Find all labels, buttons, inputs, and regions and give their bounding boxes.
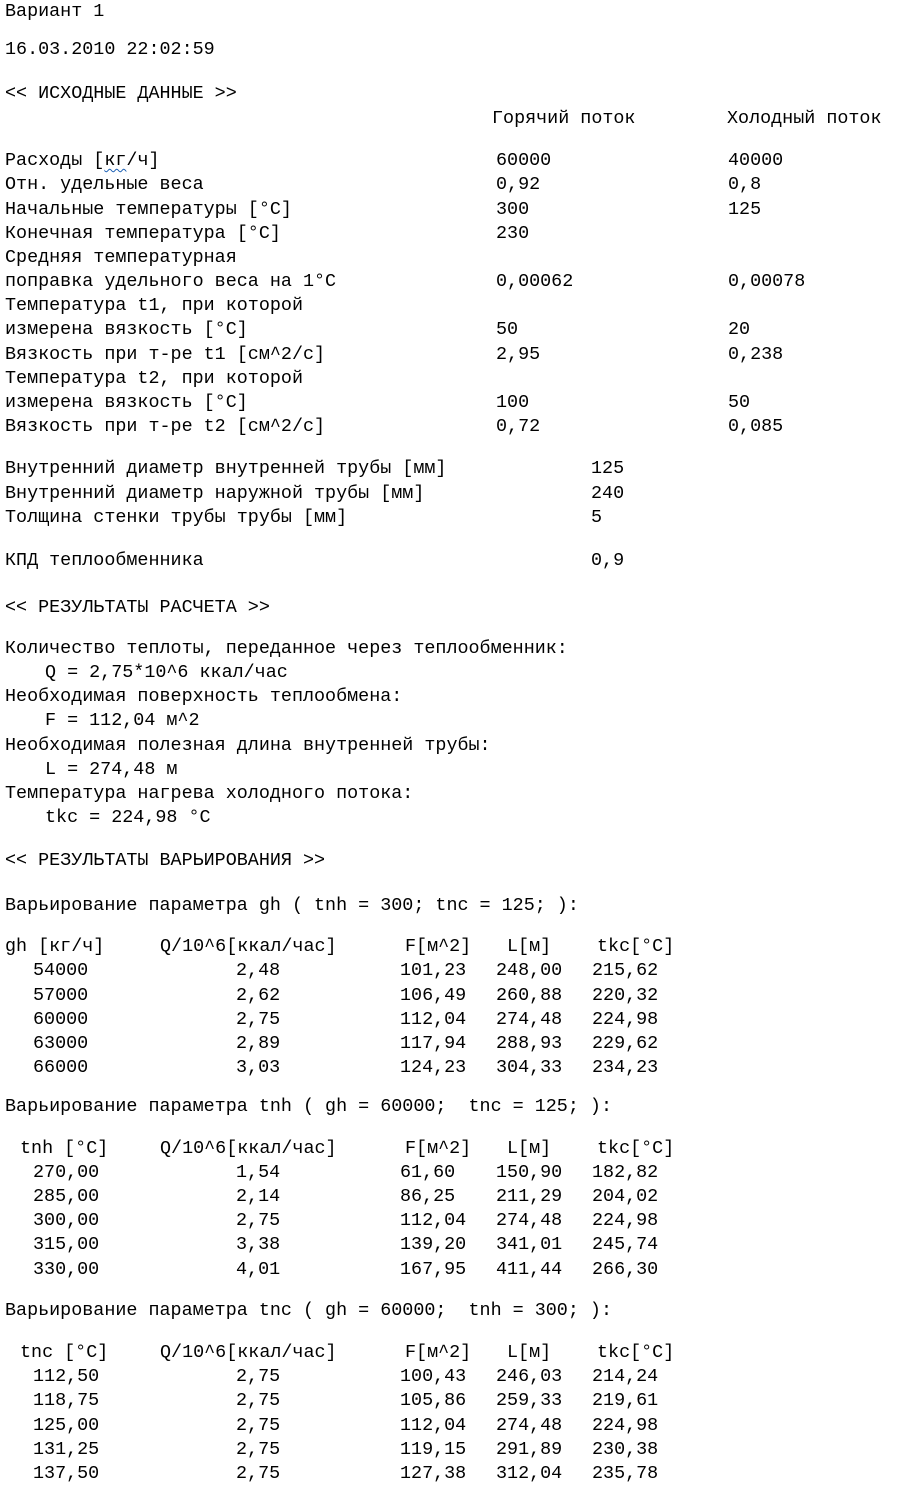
table-cell: 57000 bbox=[33, 985, 89, 1006]
efficiency-value: 0,9 bbox=[591, 550, 625, 571]
table-cell: 54000 bbox=[33, 960, 89, 981]
table-cell: 100,43 bbox=[400, 1366, 467, 1387]
table-cell: 291,89 bbox=[496, 1439, 563, 1460]
table-cell: 86,25 bbox=[400, 1186, 456, 1207]
table-cell: 167,95 bbox=[400, 1259, 467, 1280]
table-header-cell: gh [кг/ч] bbox=[5, 936, 105, 957]
table-header-cell: L[м] bbox=[507, 1138, 552, 1159]
results-section-title: << РЕЗУЛЬТАТЫ РАСЧЕТА >> bbox=[5, 597, 270, 618]
table-cell: 127,38 bbox=[400, 1463, 467, 1484]
viscosity2-label: Вязкость при т-ре t2 [см^2/с] bbox=[5, 416, 326, 437]
table-cell: 2,75 bbox=[236, 1415, 281, 1436]
viscosity2-cold: 0,085 bbox=[728, 416, 784, 437]
wall-thickness-value: 5 bbox=[591, 507, 603, 528]
table-cell: 118,75 bbox=[33, 1390, 100, 1411]
table-cell: 2,75 bbox=[236, 1463, 281, 1484]
table-header-cell: L[м] bbox=[507, 936, 552, 957]
table-cell: 274,48 bbox=[496, 1415, 563, 1436]
table-cell: 260,88 bbox=[496, 985, 563, 1006]
t1-hot: 50 bbox=[496, 319, 519, 340]
table-cell: 60000 bbox=[33, 1009, 89, 1030]
flow-rate-label: Расходы [кг/ч] bbox=[5, 150, 160, 171]
table-cell: 224,98 bbox=[592, 1210, 659, 1231]
efficiency-label: КПД теплообменника bbox=[5, 550, 204, 571]
t2-hot: 100 bbox=[496, 392, 530, 413]
table-cell: 248,00 bbox=[496, 960, 563, 981]
table-cell: 285,00 bbox=[33, 1186, 100, 1207]
surface-label: Необходимая поверхность теплообмена: bbox=[5, 686, 403, 707]
report-datetime: 16.03.2010 22:02:59 bbox=[5, 39, 215, 60]
table-header-cell: L[м] bbox=[507, 1342, 552, 1363]
table-cell: 2,75 bbox=[236, 1009, 281, 1030]
table-cell: 2,89 bbox=[236, 1033, 281, 1054]
table-cell: 230,38 bbox=[592, 1439, 659, 1460]
table-cell: 101,23 bbox=[400, 960, 467, 981]
heat-quantity-value: Q = 2,75*10^6 ккал/час bbox=[45, 662, 288, 683]
table-cell: 234,23 bbox=[592, 1057, 659, 1078]
heat-quantity-label: Количество теплоты, переданное через теплообменник: bbox=[5, 638, 568, 659]
table-cell: 150,90 bbox=[496, 1162, 563, 1183]
viscosity1-label: Вязкость при т-ре t1 [см^2/с] bbox=[5, 344, 326, 365]
variation-section-title: << РЕЗУЛЬТАТЫ ВАРЬИРОВАНИЯ >> bbox=[5, 850, 326, 871]
table-cell: 63000 bbox=[33, 1033, 89, 1054]
table-cell: 112,04 bbox=[400, 1210, 467, 1231]
table-cell: 220,32 bbox=[592, 985, 659, 1006]
table-cell: 2,62 bbox=[236, 985, 281, 1006]
table-cell: 2,14 bbox=[236, 1186, 281, 1207]
variation-tnh-title: Варьирование параметра tnh ( gh = 60000; tnc = 125; ): bbox=[5, 1096, 612, 1117]
table-cell: 235,78 bbox=[592, 1463, 659, 1484]
flow-rate-cold: 40000 bbox=[728, 150, 784, 171]
table-cell: 1,54 bbox=[236, 1162, 281, 1183]
start-temp-hot: 300 bbox=[496, 199, 530, 220]
outer-diameter-label: Внутренний диаметр наружной трубы [мм] bbox=[5, 483, 425, 504]
table-cell: 2,48 bbox=[236, 960, 281, 981]
table-cell: 229,62 bbox=[592, 1033, 659, 1054]
table-cell: 219,61 bbox=[592, 1390, 659, 1411]
table-cell: 2,75 bbox=[236, 1439, 281, 1460]
table-cell: 304,33 bbox=[496, 1057, 563, 1078]
table-cell: 274,48 bbox=[496, 1210, 563, 1231]
table-cell: 3,03 bbox=[236, 1057, 281, 1078]
table-header-cell: F[м^2] bbox=[405, 936, 472, 957]
viscosity2-hot: 0,72 bbox=[496, 416, 541, 437]
table-cell: 2,75 bbox=[236, 1210, 281, 1231]
table-cell: 2,75 bbox=[236, 1366, 281, 1387]
table-cell: 259,33 bbox=[496, 1390, 563, 1411]
inner-diameter-label: Внутренний диаметр внутренней трубы [мм] bbox=[5, 458, 447, 479]
table-header-cell: tnc [°C] bbox=[20, 1342, 109, 1363]
viscosity1-hot: 2,95 bbox=[496, 344, 541, 365]
table-cell: 61,60 bbox=[400, 1162, 456, 1183]
table-cell: 300,00 bbox=[33, 1210, 100, 1231]
table-cell: 245,74 bbox=[592, 1234, 659, 1255]
t2-label-1: Температура t2, при которой bbox=[5, 368, 303, 389]
table-cell: 131,25 bbox=[33, 1439, 100, 1460]
table-header-cell: tnh [°C] bbox=[20, 1138, 109, 1159]
t2-cold: 50 bbox=[728, 392, 751, 413]
variation-tnc-title: Варьирование параметра tnc ( gh = 60000; tnh = 300; ): bbox=[5, 1300, 612, 1321]
start-temp-cold: 125 bbox=[728, 199, 762, 220]
t1-label-1: Температура t1, при которой bbox=[5, 295, 303, 316]
table-cell: 106,49 bbox=[400, 985, 467, 1006]
table-header-cell: Q/10^6[ккал/час] bbox=[160, 1138, 337, 1159]
table-cell: 246,03 bbox=[496, 1366, 563, 1387]
table-header-cell: tkc[°C] bbox=[597, 1138, 675, 1159]
table-cell: 288,93 bbox=[496, 1033, 563, 1054]
start-temp-label: Начальные температуры [°C] bbox=[5, 199, 292, 220]
length-value: L = 274,48 м bbox=[45, 759, 178, 780]
t1-label-2: измерена вязкость [°C] bbox=[5, 319, 248, 340]
viscosity1-cold: 0,238 bbox=[728, 344, 784, 365]
table-cell: 211,29 bbox=[496, 1186, 563, 1207]
hot-flow-header: Горячий поток bbox=[492, 108, 636, 129]
table-cell: 315,00 bbox=[33, 1234, 100, 1255]
density-correction-hot: 0,00062 bbox=[496, 271, 574, 292]
table-cell: 66000 bbox=[33, 1057, 89, 1078]
table-cell: 341,01 bbox=[496, 1234, 563, 1255]
table-cell: 224,98 bbox=[592, 1009, 659, 1030]
table-cell: 125,00 bbox=[33, 1415, 100, 1436]
cold-flow-header: Холодный поток bbox=[727, 108, 882, 129]
table-cell: 270,00 bbox=[33, 1162, 100, 1183]
table-header-cell: Q/10^6[ккал/час] bbox=[160, 1342, 337, 1363]
length-label: Необходимая полезная длина внутренней трубы: bbox=[5, 735, 491, 756]
table-cell: 2,75 bbox=[236, 1390, 281, 1411]
end-temp-label: Конечная температура [°C] bbox=[5, 223, 281, 244]
table-header-cell: tkc[°C] bbox=[597, 936, 675, 957]
table-cell: 119,15 bbox=[400, 1439, 467, 1460]
cold-heat-temp-value: tkc = 224,98 °C bbox=[45, 807, 211, 828]
table-cell: 139,20 bbox=[400, 1234, 467, 1255]
table-cell: 4,01 bbox=[236, 1259, 281, 1280]
input-section-title: << ИСХОДНЫЕ ДАННЫЕ >> bbox=[5, 83, 237, 104]
table-cell: 112,04 bbox=[400, 1009, 467, 1030]
t2-label-2: измерена вязкость [°C] bbox=[5, 392, 248, 413]
table-cell: 214,24 bbox=[592, 1366, 659, 1387]
inner-diameter-value: 125 bbox=[591, 458, 625, 479]
end-temp-hot: 230 bbox=[496, 223, 530, 244]
table-cell: 204,02 bbox=[592, 1186, 659, 1207]
table-header-cell: F[м^2] bbox=[405, 1342, 472, 1363]
table-cell: 411,44 bbox=[496, 1259, 563, 1280]
table-cell: 112,50 bbox=[33, 1366, 100, 1387]
table-header-cell: F[м^2] bbox=[405, 1138, 472, 1159]
t1-cold: 20 bbox=[728, 319, 751, 340]
table-cell: 3,38 bbox=[236, 1234, 281, 1255]
table-cell: 224,98 bbox=[592, 1415, 659, 1436]
table-cell: 312,04 bbox=[496, 1463, 563, 1484]
variant-title: Вариант 1 bbox=[5, 1, 105, 22]
cold-heat-temp-label: Температура нагрева холодного потока: bbox=[5, 783, 414, 804]
table-cell: 117,94 bbox=[400, 1033, 467, 1054]
table-cell: 215,62 bbox=[592, 960, 659, 981]
table-cell: 105,86 bbox=[400, 1390, 467, 1411]
table-cell: 274,48 bbox=[496, 1009, 563, 1030]
wall-thickness-label: Толщина стенки трубы трубы [мм] bbox=[5, 507, 348, 528]
density-hot: 0,92 bbox=[496, 174, 541, 195]
table-cell: 124,23 bbox=[400, 1057, 467, 1078]
table-header-cell: tkc[°C] bbox=[597, 1342, 675, 1363]
variation-gh-title: Варьирование параметра gh ( tnh = 300; tnc = 125; ): bbox=[5, 895, 579, 916]
table-cell: 330,00 bbox=[33, 1259, 100, 1280]
density-correction-label-1: Средняя температурная bbox=[5, 247, 237, 268]
flow-rate-hot: 60000 bbox=[496, 150, 552, 171]
table-cell: 137,50 bbox=[33, 1463, 100, 1484]
density-correction-label-2: поправка удельного веса на 1°C bbox=[5, 271, 337, 292]
density-cold: 0,8 bbox=[728, 174, 762, 195]
surface-value: F = 112,04 м^2 bbox=[45, 710, 200, 731]
table-cell: 182,82 bbox=[592, 1162, 659, 1183]
density-correction-cold: 0,00078 bbox=[728, 271, 806, 292]
density-label: Отн. удельные веса bbox=[5, 174, 204, 195]
table-cell: 112,04 bbox=[400, 1415, 467, 1436]
table-cell: 266,30 bbox=[592, 1259, 659, 1280]
table-header-cell: Q/10^6[ккал/час] bbox=[160, 936, 337, 957]
outer-diameter-value: 240 bbox=[591, 483, 625, 504]
